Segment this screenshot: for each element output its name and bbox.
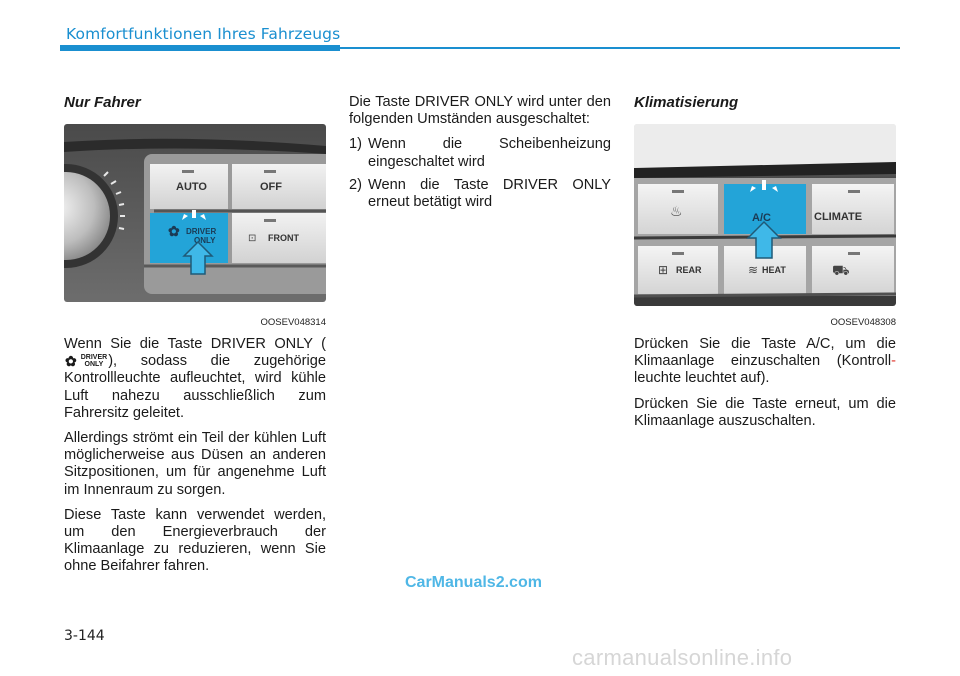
svg-text:≋: ≋	[748, 263, 759, 277]
ac-button-label: A/C	[752, 212, 771, 224]
inline-icon-label-bottom: ONLY	[84, 361, 104, 369]
fan-icon: ✿	[65, 352, 77, 369]
right-p1-text-a: Drücken Sie die Taste A/C, um die Klimaanlage einzuschalten (Kontroll	[634, 336, 896, 370]
header-rule-thick	[60, 45, 340, 51]
middle-intro: Die Taste DRIVER ONLY wird unter den folgenden Umständen ausgeschaltet:	[349, 94, 611, 128]
list-item	[349, 177, 611, 211]
front-button-label: FRONT	[268, 233, 299, 243]
rear-button-label: REAR	[676, 265, 702, 275]
list-text: Wenn die Taste DRIVER ONLY erneut betätigt wird	[368, 176, 611, 211]
driver-only-figure	[64, 124, 326, 302]
left-p1-text-a: Wenn Sie die Taste DRIVER ONLY (	[64, 336, 326, 352]
driver-only-inline-icon	[65, 354, 107, 369]
driver-button-label-bottom: ONLY	[194, 236, 216, 245]
svg-text:⛟: ⛟	[832, 263, 850, 279]
list-number: 2)	[349, 176, 362, 193]
heat-button-label: HEAT	[762, 265, 786, 275]
right-paragraph-2: Drücken Sie die Taste erneut, um die Klimaanlage auszuschalten.	[634, 395, 896, 429]
heading-klimatisierung: Klimatisierung	[634, 94, 739, 111]
page-number: 3-144	[64, 628, 105, 644]
figure-caption-right: OOSEV048308	[830, 317, 896, 328]
left-paragraph-1	[64, 336, 326, 422]
left-paragraph-2: Allerdings strömt ein Teil der kühlen Luft möglicherweise aus Düsen an anderen Sitzpositionen, um für angenehme Luft im Innenraum zu sorgen.	[64, 430, 326, 498]
header-rule-thin	[340, 47, 900, 49]
right-paragraph-1	[634, 336, 896, 388]
left-body	[64, 336, 326, 584]
figure-caption-left: OOSEV048314	[260, 317, 326, 328]
footer-watermark: carmanualsonline.info	[572, 645, 793, 670]
right-p1-text-b: leuchte leuchtet auf).	[634, 370, 770, 387]
heading-nur-fahrer: Nur Fahrer	[64, 94, 141, 111]
auto-button-label: AUTO	[176, 181, 207, 193]
middle-body	[349, 94, 611, 217]
header-title: Komfortfunktionen Ihres Fahrzeugs	[66, 25, 341, 43]
inline-icon-label-top: DRIVER	[80, 354, 108, 362]
climate-button-label: CLIMATE	[814, 211, 863, 223]
list-number: 1)	[349, 136, 362, 153]
right-body	[634, 336, 896, 438]
svg-text:⊡: ⊡	[248, 233, 257, 244]
ac-figure	[634, 124, 896, 306]
watermark-link[interactable]: CarManuals2.com	[405, 574, 542, 591]
driver-button-label-top: DRIVER	[186, 227, 217, 236]
list-text: Wenn die Scheibenheizung eingeschaltet wird	[368, 136, 611, 170]
svg-text:♨: ♨	[670, 204, 683, 220]
svg-text:⊞: ⊞	[658, 263, 669, 277]
left-p1-text-b: ), sodass die zugehörige Kontrollleuchte aufleuchtet, wird kühle Luft nahezu ausschließlich zum Fahrersitz geleitet.	[64, 353, 326, 421]
off-button-label: OFF	[260, 181, 282, 193]
svg-text:✿: ✿	[168, 223, 180, 239]
list-item	[349, 136, 611, 170]
left-paragraph-3: Diese Taste kann verwendet werden, um den Energieverbrauch der Klimaanlage zu reduzieren, wenn Sie ohne Beifahrer fahren.	[64, 506, 326, 575]
right-p1-dash: -	[891, 353, 896, 370]
